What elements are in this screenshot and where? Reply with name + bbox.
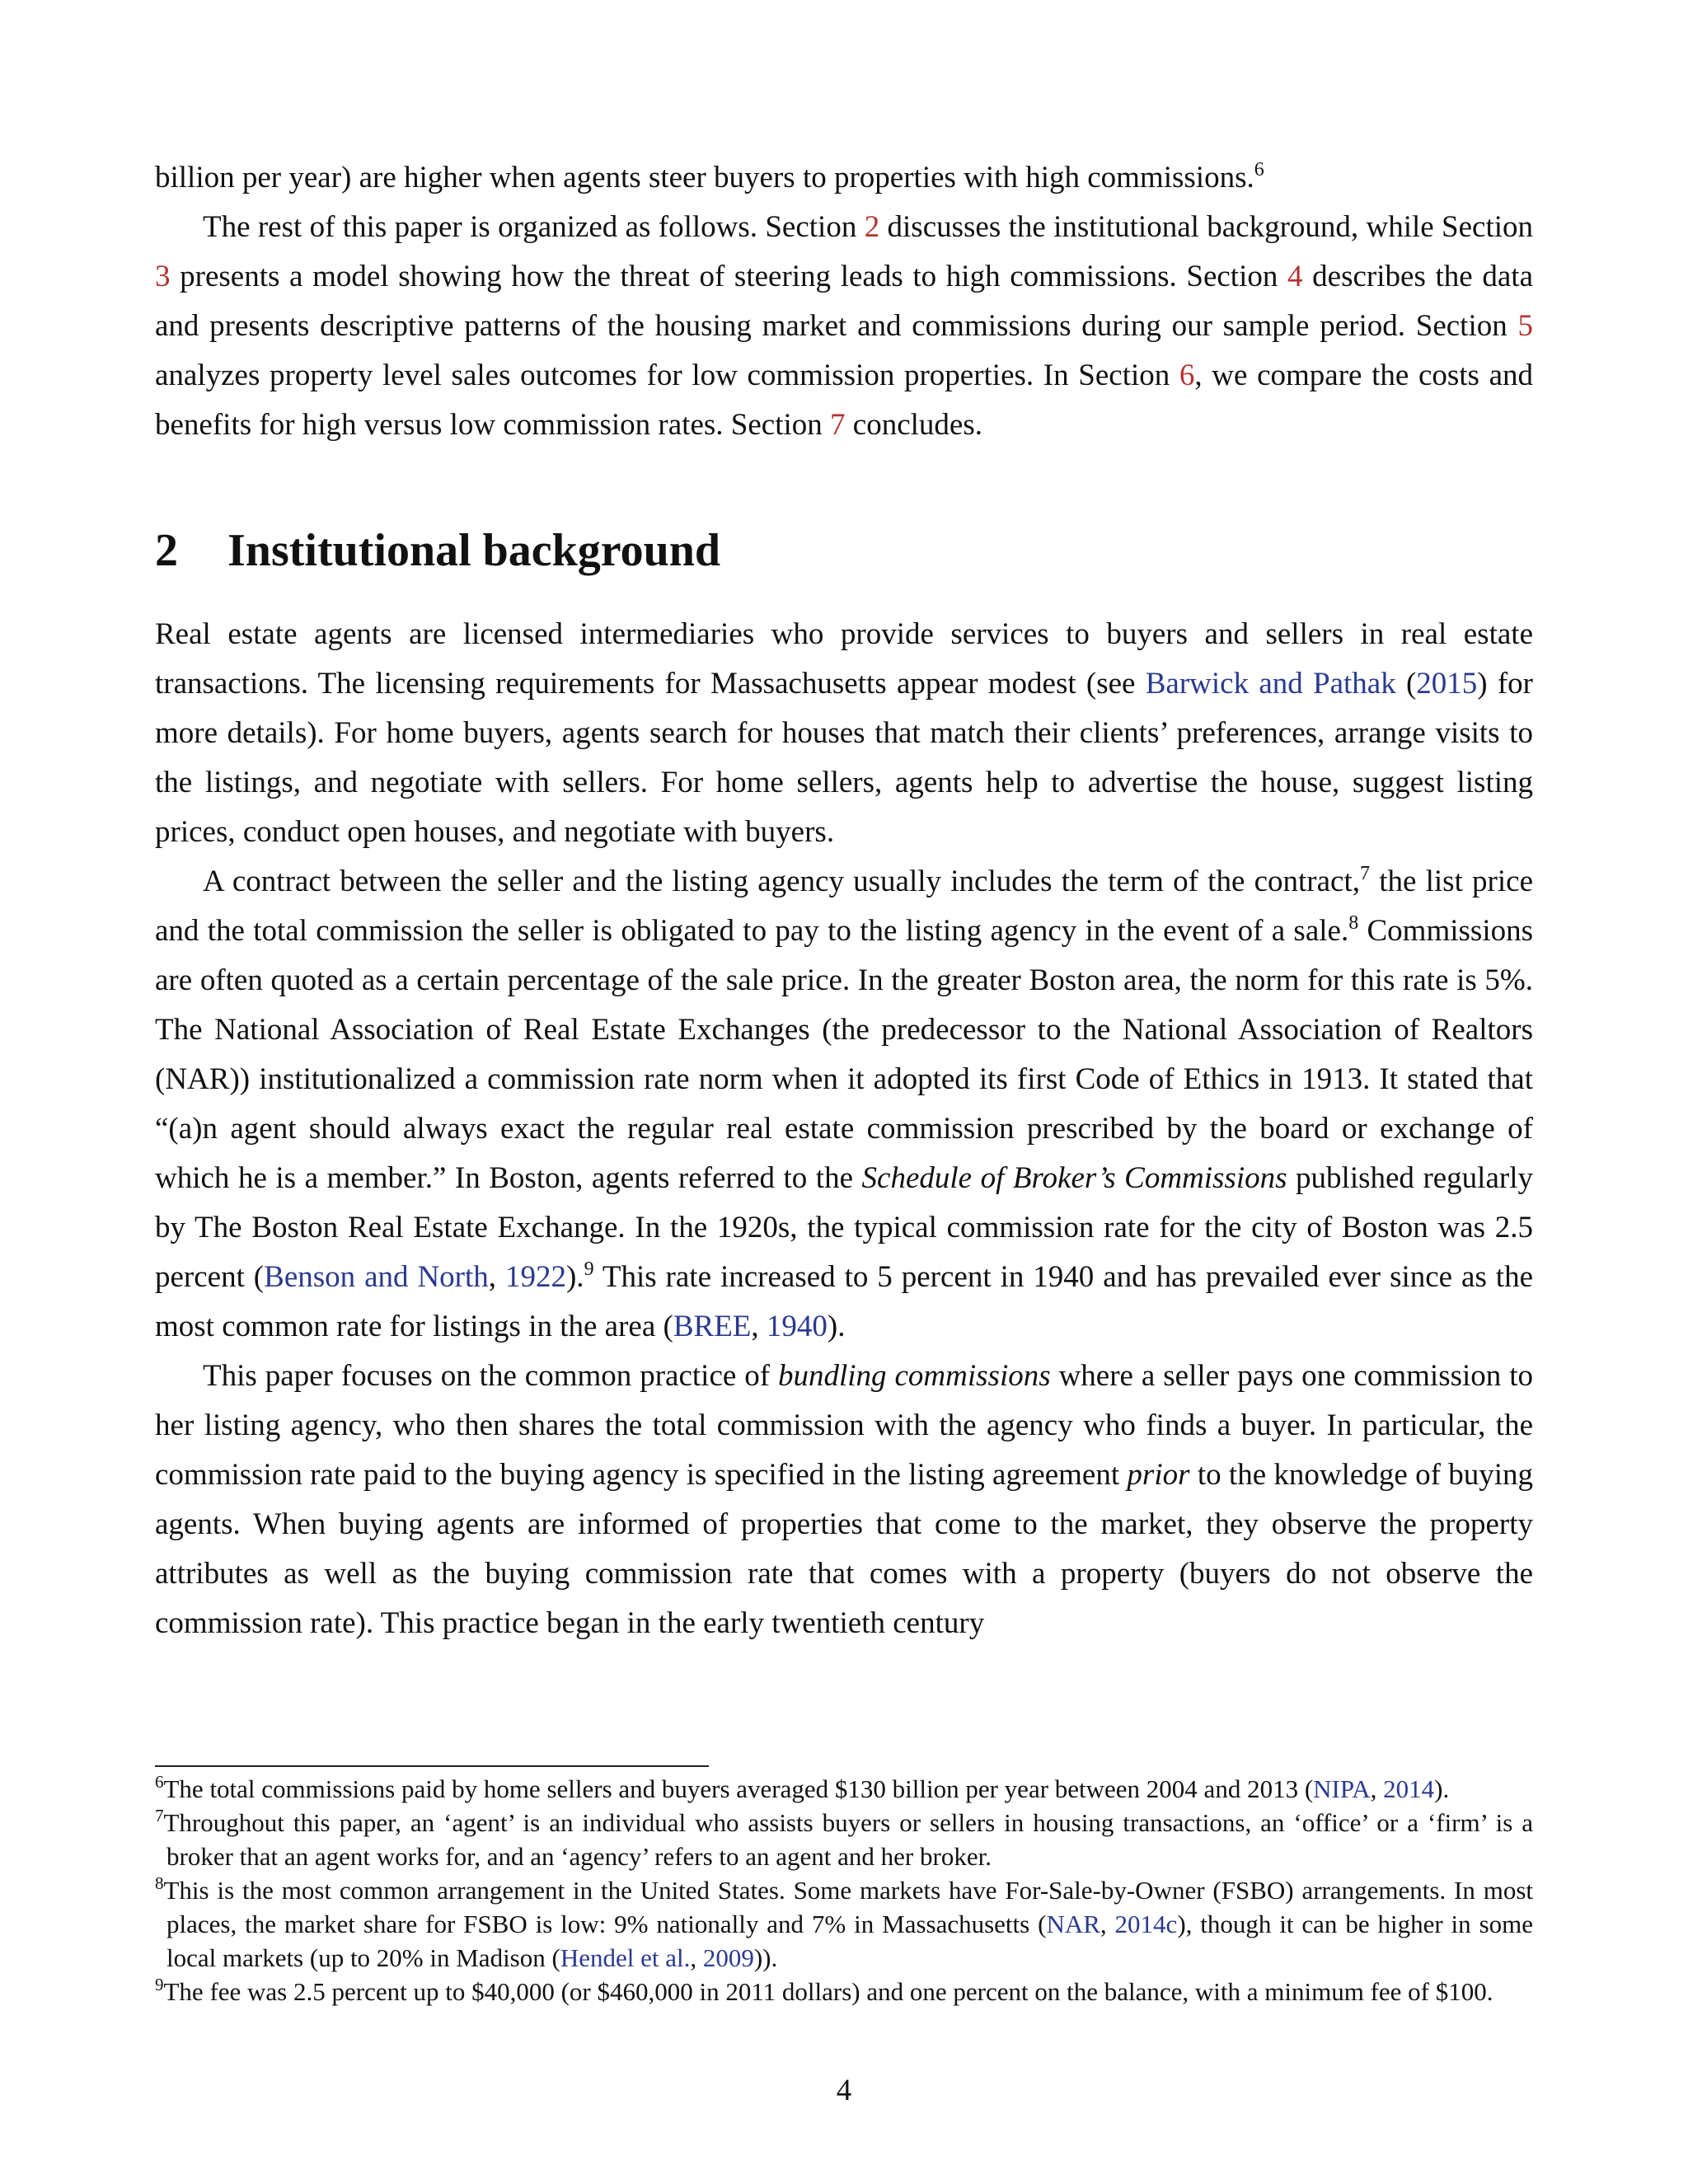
italic-term: prior xyxy=(1127,1458,1190,1492)
section-link[interactable]: 7 xyxy=(830,408,846,442)
contract-paragraph: A contract between the seller and the listing agency usually includes the term of the contract,$^7$ the list price and the total commission the seller is obligated to pay to the listing agency in the event of a sale.$^8$ Commissions are often quoted as a certain percentage of the sale price. In the greater Boston area, the norm for this rate is 5%. The National Association of Real Estate Exchanges (the predecessor to the National Association of Realtors (NAR)) institutionalized a commission rate norm when it adopted its first Code of Ethics in 1913. It stated that “(a)n agent should always exact the regular real estate commission prescribed by the board or exchange of which he is a member.” In Boston, agents referred to the Schedule of Broker’s Commissions published regularly by The Boston Real Estate Exchange. In the 1920s, the typical commission rate for the city of Boston was 2.5 percent (Benson and North, 1922).$^9$ This rate increased to 5 percent in 1940 and has prevailed ever since as the most common rate for listings in the area (BREE, 1940). xyxy=(155,863,1534,1343)
footnote-mark: 7 xyxy=(1360,863,1370,884)
section-link[interactable]: 3 xyxy=(155,260,171,293)
footnote-8: $^8$This is the most common arrangement in the United States. Some markets have For-Sale-by-Owner (FSBO) arrangements. In most places, the market share for FSBO is low: 9% nationally and 7% in Massachusetts (NAR, 2014c), though it can be higher in some local markets (up to 20% in Madison (Hendel et al., 2009)). xyxy=(155,1873,1534,1972)
footnote-7: $^7$Throughout this paper, an ‘agent’ is an individual who assists buyers or sellers in housing transactions, an ‘office’ or a ‘firm’ is a broker that an agent works for, and an ‘agency’ refers to an agent and her broker. xyxy=(155,1806,1533,1871)
citation-year-link[interactable]: 1940 xyxy=(766,1310,828,1343)
section-body xyxy=(155,610,1533,1648)
section-link[interactable]: 5 xyxy=(1517,309,1533,343)
footnote-mark: 6 xyxy=(1254,159,1264,180)
footnote-number: 6 xyxy=(155,1772,164,1792)
citation-link[interactable]: NAR xyxy=(1046,1910,1100,1938)
footnote-number: 7 xyxy=(155,1806,164,1825)
footnote-mark: 8 xyxy=(1348,912,1359,934)
footnotes xyxy=(155,1772,1533,2008)
section-number: 2 xyxy=(155,525,178,576)
agents-paragraph: Real estate agents are licensed intermediaries who provide services to buyers and sellers in real estate transactions. The licensing requirements for Massachusetts appear modest (see Barwick and Pathak (2015) for more details). For home buyers, agents search for houses that match their clients’ preferences, arrange visits to the listings, and negotiate with sellers. For home sellers, agents help to advertise the house, suggest listing prices, conduct open houses, and negotiate with buyers. xyxy=(155,617,1533,849)
section-heading xyxy=(155,518,1533,583)
citation-link[interactable]: NIPA xyxy=(1313,1774,1371,1803)
intro-block xyxy=(155,153,1533,450)
citation-year-link[interactable]: 2014c xyxy=(1114,1910,1178,1938)
section-link[interactable]: 2 xyxy=(864,210,880,244)
section-title: Institutional background xyxy=(227,525,721,576)
citation-year-link[interactable]: 2014 xyxy=(1383,1774,1435,1803)
citation-link[interactable]: Hendel et al. xyxy=(560,1943,691,1972)
footnote-6: $^6$The total commissions paid by home sellers and buyers averaged $130 billion per year between 2004 and 2013 (NIPA, 2014). xyxy=(155,1772,1450,1803)
section-link[interactable]: 4 xyxy=(1287,260,1303,293)
citation-year-link[interactable]: 2015 xyxy=(1416,667,1478,701)
italic-title: Schedule of Broker’s Commissions xyxy=(861,1161,1287,1195)
footnote-number: 8 xyxy=(155,1873,164,1893)
section-link[interactable]: 6 xyxy=(1179,359,1195,392)
italic-term: bundling commissions xyxy=(778,1359,1051,1393)
footnote-9: $^9$The fee was 2.5 percent up to $40,000 (or $460,000 in 2011 dollars) and one percent on the balance, with a minimum fee of $100. xyxy=(155,1975,1493,2006)
citation-year-link[interactable]: 1922 xyxy=(504,1260,566,1294)
footnote-number: 9 xyxy=(155,1975,164,1994)
paper-organization-paragraph: The rest of this paper is organized as follows. Section 2 discusses the institutional background, while Section 3 presents a model showing how the threat of steering leads to high commissions. Section 4 describes the data and presents descriptive patterns of the housing market and commissions during our sample period. Section 5 analyzes property level sales outcomes for low commission properties. In Section 6, we compare the costs and benefits for high versus low commission rates. Section 7 concludes. xyxy=(155,210,1534,442)
intro-continuation-line: billion per year) are higher when agents steer buyers to properties with high commissions.$^6$ xyxy=(155,159,1264,194)
bundling-paragraph: This paper focuses on the common practice of bundling commissions where a seller pays one commission to her listing agency, who then shares the total commission with the agency who finds a buyer. In particular, the commission rate paid to the buying agency is specified in the listing agreement prior to the knowledge of buying agents. When buying agents are informed of properties that come to the market, they observe the property attributes as well as the buying commission rate that comes with a property (buyers do not observe the commission rate). This practice began in the early twentieth century xyxy=(155,1359,1534,1640)
citation-year-link[interactable]: 2009 xyxy=(702,1943,754,1972)
page-number: 4 xyxy=(836,2074,852,2107)
footnote-mark: 9 xyxy=(584,1258,594,1280)
citation-link[interactable]: Barwick and Pathak xyxy=(1145,667,1396,701)
footnote-divider xyxy=(155,1765,709,1767)
citation-link[interactable]: Benson and North xyxy=(264,1260,489,1294)
citation-link[interactable]: BREE xyxy=(673,1310,752,1343)
